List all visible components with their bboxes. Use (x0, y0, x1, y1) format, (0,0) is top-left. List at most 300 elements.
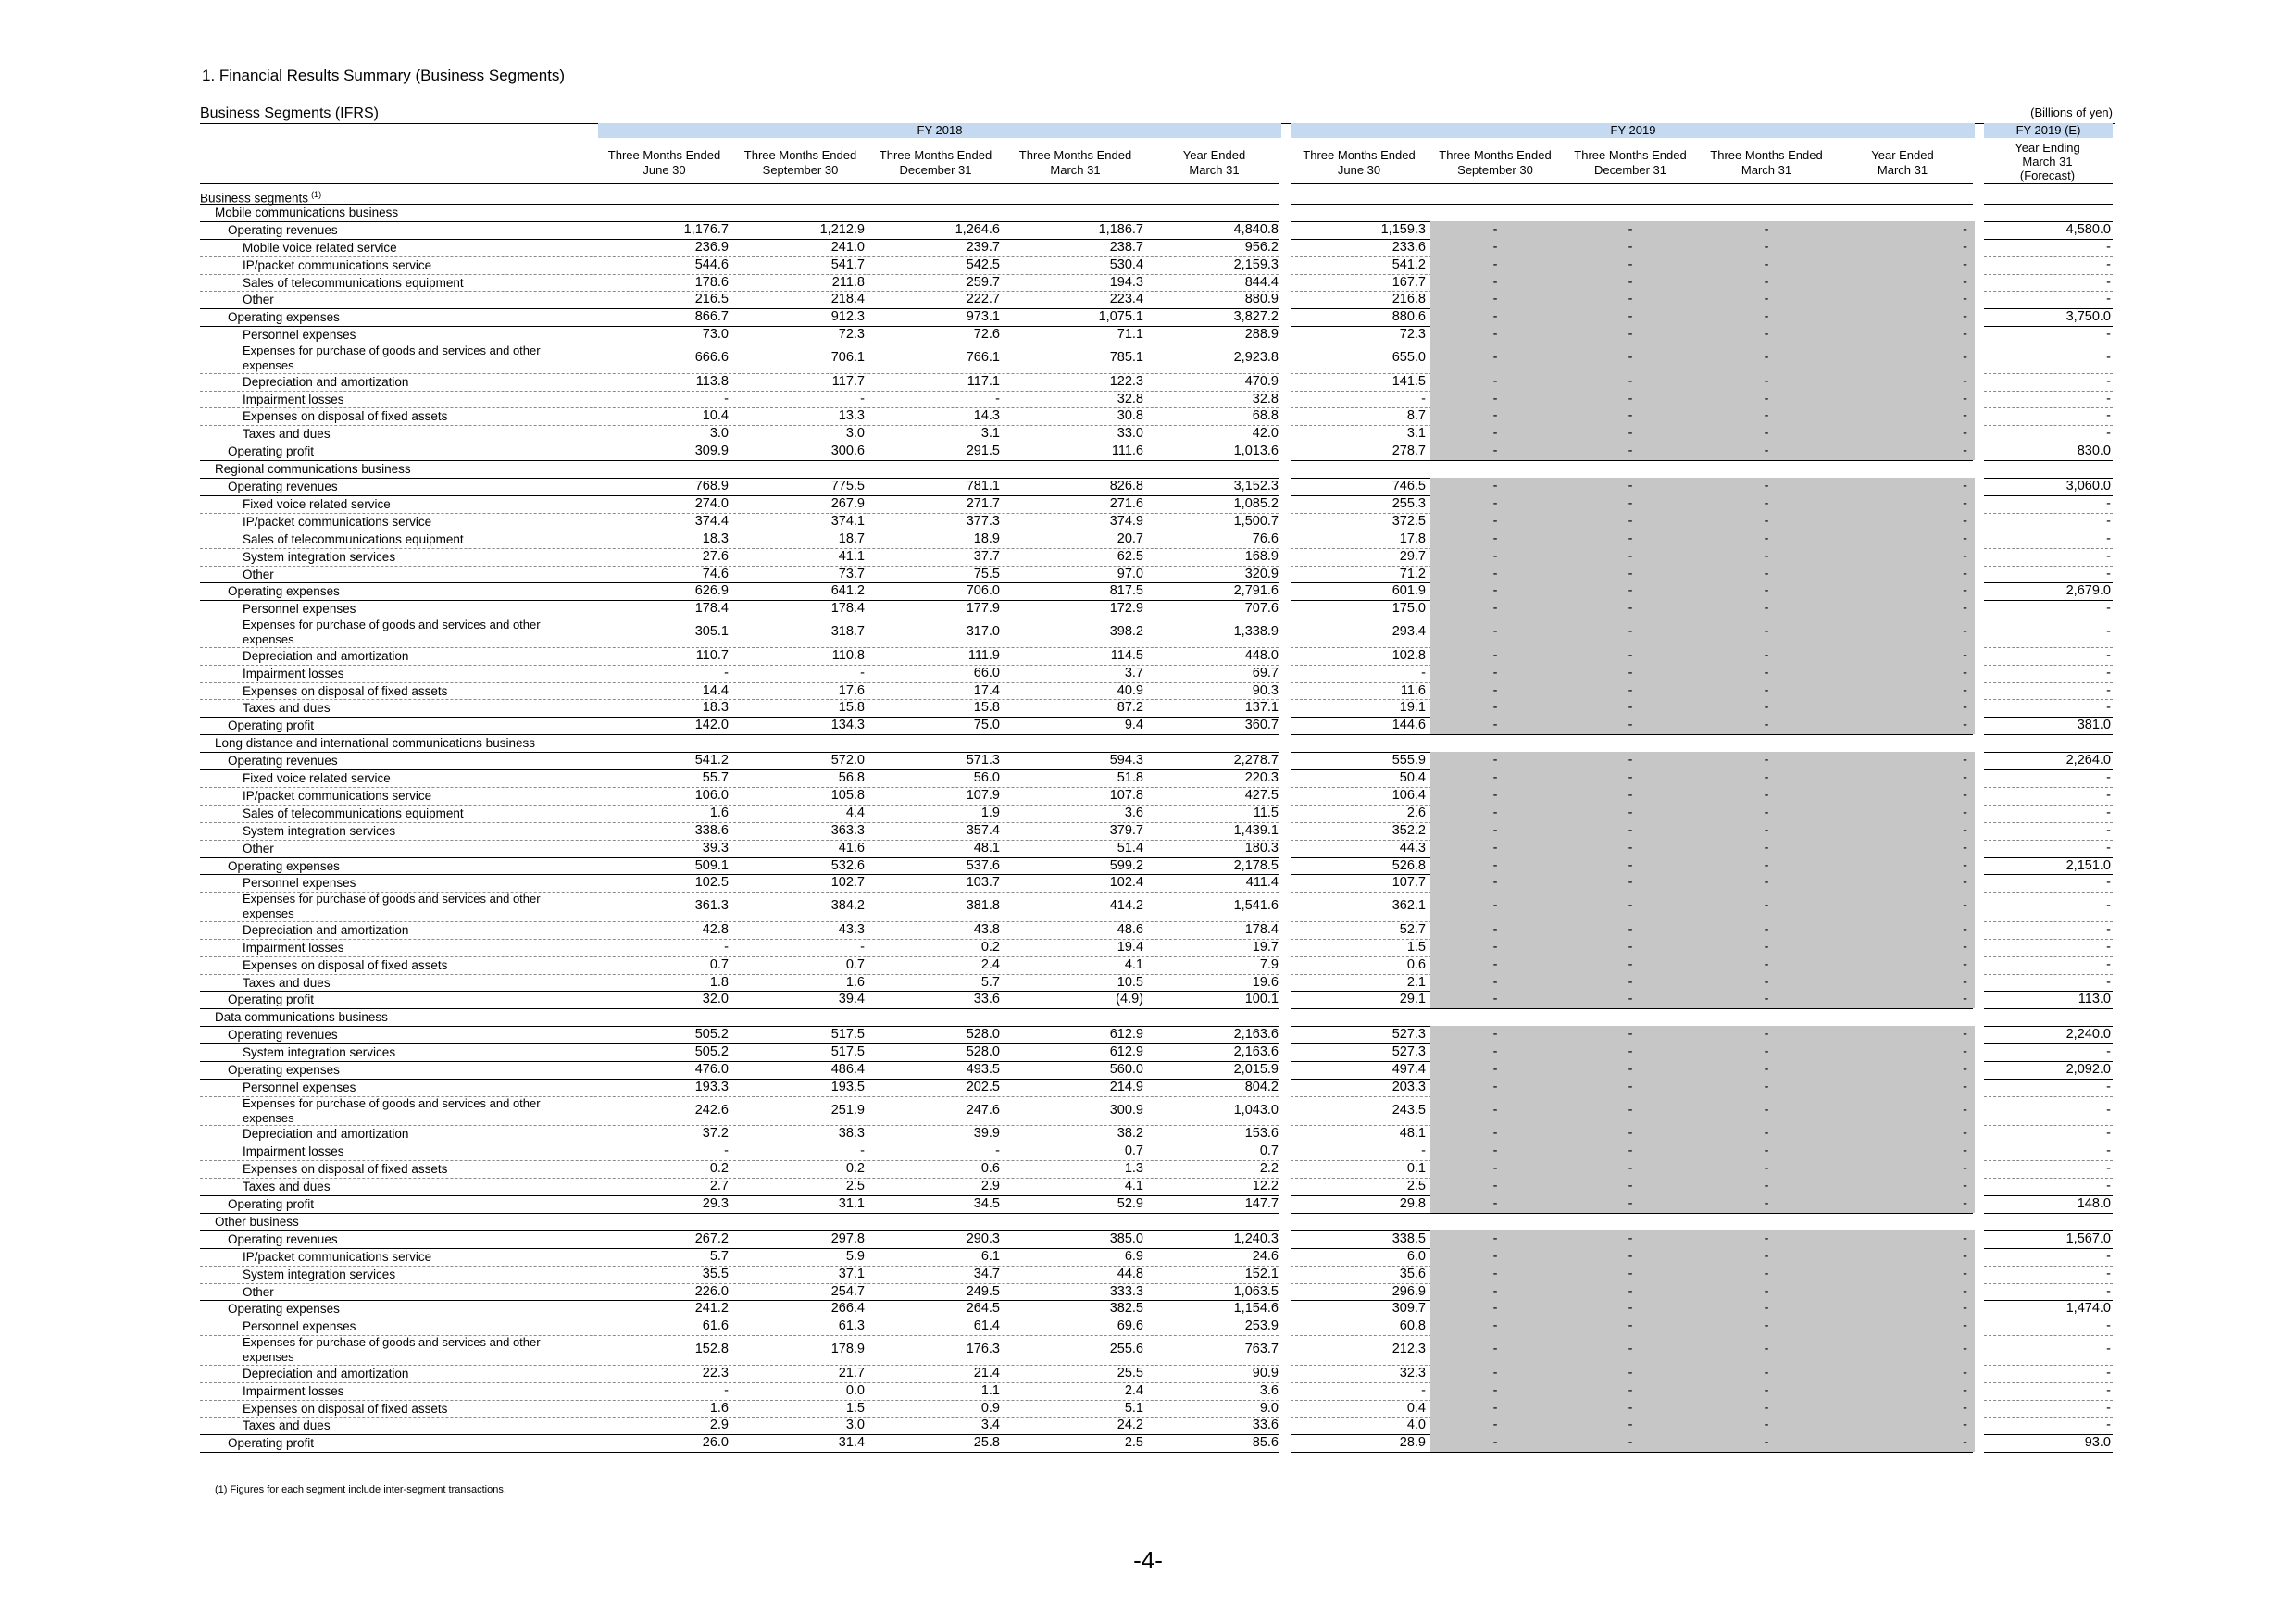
value-cell: - (2106, 898, 2111, 913)
row-label: Operating expenses (228, 1302, 340, 1316)
row-rule (200, 1213, 1279, 1214)
row-rule (1291, 204, 1973, 205)
value-cell: 379.7 (1109, 823, 1143, 838)
value-cell: 113.0 (2078, 992, 2111, 1006)
value-cell: 267.9 (830, 496, 865, 511)
value-cell: - (1764, 1342, 1769, 1356)
value-cell: 768.9 (694, 479, 729, 493)
value-cell: 2,163.6 (1233, 1027, 1279, 1042)
segment-heading: Data communications business (215, 1010, 388, 1024)
value-cell: 24.2 (1117, 1418, 1143, 1432)
value-cell: - (1963, 975, 1967, 990)
value-cell: - (860, 392, 865, 406)
value-cell: 571.3 (966, 753, 1000, 768)
value-cell: - (1963, 392, 1967, 406)
value-cell: - (2106, 922, 2111, 937)
value-cell: 107.7 (1391, 875, 1426, 890)
value-cell: 5.7 (709, 1249, 729, 1264)
value-cell: - (1764, 1044, 1769, 1059)
value-cell: 2.9 (980, 1179, 1000, 1193)
value-cell: 384.2 (830, 898, 865, 913)
row-label: Depreciation and amortization (243, 375, 409, 389)
value-cell: - (1492, 1418, 1498, 1432)
column-header-line: Three Months Ended (743, 148, 857, 162)
value-cell: - (1764, 1196, 1769, 1211)
value-cell: - (1492, 1284, 1498, 1299)
value-cell: - (1764, 940, 1769, 955)
value-cell: 866.7 (694, 309, 729, 324)
column-header-line: September 30 (762, 163, 839, 177)
value-cell: 21.7 (838, 1366, 865, 1380)
value-cell: - (1963, 374, 1967, 389)
value-cell: - (1963, 257, 1967, 272)
value-cell: 493.5 (966, 1062, 1000, 1077)
value-cell: 113.8 (695, 374, 729, 389)
value-cell: 1,154.6 (1233, 1301, 1279, 1316)
value-cell: 74.6 (702, 567, 729, 581)
value-cell: - (1492, 700, 1498, 715)
segments-heading-label: Business segments (200, 191, 309, 206)
page-number: -4- (1133, 1546, 1163, 1574)
row-rule (1291, 1008, 1973, 1009)
value-cell: 176.3 (966, 1342, 1000, 1356)
value-cell: - (1963, 666, 1967, 681)
value-cell: - (1963, 1179, 1967, 1193)
row-rule (1291, 734, 1973, 735)
value-cell: - (1963, 1196, 1967, 1211)
value-cell: - (1764, 841, 1769, 856)
value-cell: 32.8 (1252, 392, 1279, 406)
value-cell: - (1963, 292, 1967, 306)
row-label: System integration services (243, 1268, 396, 1281)
value-cell: 42.8 (702, 922, 729, 937)
value-cell: 102.7 (830, 875, 865, 890)
value-cell: 1.9 (980, 806, 1000, 820)
value-cell: 100.1 (1244, 992, 1279, 1006)
value-cell: - (1492, 443, 1498, 458)
value-cell: - (1764, 1231, 1769, 1246)
value-cell: 2,240.0 (2065, 1027, 2111, 1042)
value-cell: - (1492, 1318, 1498, 1333)
value-cell: 781.1 (966, 479, 1000, 493)
value-cell: 1,264.6 (955, 222, 1000, 237)
value-cell: - (1764, 700, 1769, 715)
value-cell: 3.7 (1124, 666, 1143, 681)
value-cell: 1,063.5 (1233, 1284, 1279, 1299)
value-cell: - (2106, 1103, 2111, 1118)
forecast-header-line: Year Ending (2015, 141, 2080, 155)
value-cell: - (1764, 309, 1769, 324)
value-cell: - (1492, 583, 1498, 598)
value-cell: - (1628, 222, 1633, 237)
value-cell: - (1764, 350, 1769, 365)
value-cell: - (1963, 718, 1967, 732)
value-cell: - (1492, 408, 1498, 423)
row-label: Operating expenses (228, 1063, 340, 1077)
value-cell: - (2106, 823, 2111, 838)
forecast-header-line: (Forecast) (2019, 169, 2076, 182)
column-header-line: March 31 (1050, 163, 1101, 177)
value-cell: 527.3 (1391, 1044, 1426, 1059)
value-cell: 90.9 (1252, 1366, 1279, 1380)
value-cell: 87.2 (1117, 700, 1143, 715)
value-cell: 60.8 (1399, 1318, 1426, 1333)
value-cell: 2.6 (1406, 806, 1426, 820)
value-cell: - (1492, 257, 1498, 272)
value-cell: 1,338.9 (1233, 624, 1279, 639)
row-label: Taxes and dues (243, 701, 331, 715)
value-cell: 266.4 (830, 1301, 865, 1316)
value-cell: 6.1 (980, 1249, 1000, 1264)
value-cell: - (1764, 479, 1769, 493)
value-cell: 4.1 (1124, 957, 1143, 972)
value-cell: 110.8 (831, 648, 865, 663)
value-cell: 1,500.7 (1233, 514, 1279, 529)
value-cell: 106.0 (694, 788, 729, 803)
value-cell: 17.4 (973, 683, 1000, 698)
value-cell: - (2106, 1284, 2111, 1299)
value-cell: - (1963, 1267, 1967, 1281)
row-label: Impairment losses (243, 1144, 344, 1158)
value-cell: - (1963, 1284, 1967, 1299)
value-cell: - (1492, 1080, 1498, 1094)
value-cell: - (1492, 683, 1498, 698)
value-cell: 22.3 (702, 1366, 729, 1380)
value-cell: 7.9 (1259, 957, 1279, 972)
value-cell: 912.3 (830, 309, 865, 324)
value-cell: 1,085.2 (1233, 496, 1279, 511)
value-cell: - (1492, 1062, 1498, 1077)
value-cell: - (2106, 1418, 2111, 1432)
value-cell: - (1492, 350, 1498, 365)
value-cell: - (2106, 275, 2111, 290)
value-cell: 106.4 (1391, 788, 1426, 803)
segment-heading: Other business (215, 1215, 299, 1229)
value-cell: 785.1 (1109, 350, 1143, 365)
value-cell: - (1963, 222, 1967, 237)
value-cell: 21.4 (973, 1366, 1000, 1380)
value-cell: - (2106, 1044, 2111, 1059)
value-cell: 103.7 (966, 875, 1000, 890)
value-cell: 5.9 (845, 1249, 865, 1264)
value-cell: - (1628, 1318, 1633, 1333)
value-cell: 2,278.7 (1233, 753, 1279, 768)
value-cell: 766.1 (966, 350, 1000, 365)
value-cell: 37.1 (838, 1267, 865, 1281)
value-cell: - (1492, 1342, 1498, 1356)
value-cell: - (1764, 292, 1769, 306)
value-cell: - (2106, 549, 2111, 564)
value-cell: 2.4 (980, 957, 1000, 972)
value-cell: 194.3 (1109, 275, 1143, 290)
value-cell: 1,240.3 (1233, 1231, 1279, 1246)
value-cell: - (1963, 1249, 1967, 1264)
value-cell: 1,043.0 (1233, 1103, 1279, 1118)
value-cell: 241.2 (694, 1301, 729, 1316)
value-cell: - (1963, 583, 1967, 598)
row-label: Sales of telecommunications equipment (243, 806, 464, 820)
value-cell: - (1492, 1126, 1498, 1141)
value-cell: 338.6 (694, 823, 729, 838)
value-cell: - (1963, 875, 1967, 890)
row-label: Impairment losses (243, 393, 344, 406)
value-cell: 48.1 (1399, 1126, 1426, 1141)
row-label: Expenses for purchase of goods and services and other expenses (243, 1335, 541, 1364)
value-cell: - (1492, 806, 1498, 820)
value-cell: - (1963, 1231, 1967, 1246)
value-cell: - (1764, 240, 1769, 255)
value-cell: - (2106, 292, 2111, 306)
value-cell: 2,159.3 (1233, 257, 1279, 272)
value-cell: - (1628, 770, 1633, 785)
value-cell: 27.6 (702, 549, 729, 564)
value-cell: - (1764, 788, 1769, 803)
value-cell: 601.9 (1391, 583, 1426, 598)
value-cell: 3,750.0 (2065, 309, 2111, 324)
value-cell: 110.7 (695, 648, 729, 663)
value-cell: 48.6 (1117, 922, 1143, 937)
value-cell: - (1764, 443, 1769, 458)
value-cell: - (1421, 392, 1426, 406)
value-cell: - (1628, 898, 1633, 913)
value-cell: - (1764, 426, 1769, 441)
value-cell: 33.6 (1252, 1418, 1279, 1432)
page-title: 1. Financial Results Summary (Business Segments) (202, 67, 566, 84)
value-cell: - (1628, 1143, 1633, 1158)
value-cell: - (1492, 940, 1498, 955)
value-cell: 0.7 (1124, 1143, 1143, 1158)
value-cell: 19.1 (1399, 700, 1426, 715)
value-cell: - (1963, 898, 1967, 913)
value-cell: 56.0 (973, 770, 1000, 785)
value-cell: - (1764, 1126, 1769, 1141)
value-cell: - (1963, 648, 1967, 663)
value-cell: - (1764, 1179, 1769, 1193)
value-cell: - (1764, 257, 1769, 272)
value-cell: - (2106, 1342, 2111, 1356)
value-cell: - (1963, 1062, 1967, 1077)
value-cell: 11.5 (1253, 806, 1279, 820)
value-cell: 4.1 (1124, 1179, 1143, 1193)
value-cell: - (1963, 327, 1967, 342)
value-cell: - (724, 666, 729, 681)
value-cell: - (1492, 1383, 1498, 1398)
value-cell: 3.1 (980, 426, 1000, 441)
value-cell: 360.7 (1244, 718, 1279, 732)
column-header-line: December 31 (1593, 163, 1667, 177)
value-cell: - (1764, 1366, 1769, 1380)
row-label: Personnel expenses (243, 1319, 356, 1333)
value-cell: - (1764, 823, 1769, 838)
value-cell: 26.0 (702, 1435, 729, 1450)
value-cell: - (1764, 549, 1769, 564)
value-cell: - (1492, 718, 1498, 732)
value-cell: 626.9 (694, 583, 729, 598)
value-cell: - (1628, 1383, 1633, 1398)
value-cell: 141.5 (1391, 374, 1426, 389)
value-cell: - (1492, 823, 1498, 838)
row-label: IP/packet communications service (243, 789, 432, 803)
value-cell: - (1628, 327, 1633, 342)
value-cell: 137.1 (1244, 700, 1279, 715)
value-cell: 38.3 (838, 1126, 865, 1141)
value-cell: - (1628, 624, 1633, 639)
value-cell: - (1628, 858, 1633, 873)
value-cell: - (1628, 823, 1633, 838)
value-cell: 55.7 (702, 770, 729, 785)
value-cell: 880.6 (1391, 309, 1426, 324)
row-label: Personnel expenses (243, 876, 356, 890)
value-cell: - (1628, 1179, 1633, 1193)
row-label: Operating expenses (228, 859, 340, 873)
value-cell: 152.1 (1244, 1267, 1279, 1281)
value-cell: 178.4 (1244, 922, 1279, 937)
value-cell: - (1628, 374, 1633, 389)
value-cell: - (1764, 496, 1769, 511)
row-label: Fixed voice related service (243, 497, 391, 511)
value-cell: - (2106, 624, 2111, 639)
row-rule (1984, 1096, 2113, 1097)
row-label: Expenses for purchase of goods and services and other expenses (243, 892, 541, 920)
row-label: Expenses for purchase of goods and services and other expenses (243, 618, 541, 646)
column-header-line: March 31 (1189, 163, 1240, 177)
value-cell: 288.9 (1244, 327, 1279, 342)
value-cell: 28.9 (1399, 1435, 1426, 1450)
value-cell: 300.6 (830, 443, 865, 458)
value-cell: 144.6 (1391, 718, 1426, 732)
value-cell: - (1764, 531, 1769, 546)
value-cell: 33.0 (1117, 426, 1143, 441)
value-cell: 0.2 (980, 940, 1000, 955)
value-cell: 18.3 (702, 531, 729, 546)
row-label: Personnel expenses (243, 1081, 356, 1094)
value-cell: - (1764, 222, 1769, 237)
value-cell: 134.3 (830, 718, 865, 732)
value-cell: 381.0 (2077, 718, 2111, 732)
value-cell: 105.8 (830, 788, 865, 803)
value-cell: 254.7 (830, 1284, 865, 1299)
units-note: (Billions of yen) (2030, 106, 2113, 119)
value-cell: - (1963, 350, 1967, 365)
value-cell: 541.2 (1391, 257, 1426, 272)
value-cell: 5.1 (1124, 1401, 1143, 1416)
column-header-line: Three Months Ended (1574, 148, 1687, 162)
value-cell: 239.7 (966, 240, 1000, 255)
value-cell: 41.1 (838, 549, 865, 564)
row-label: Expenses on disposal of fixed assets (243, 409, 448, 423)
value-cell: - (1492, 875, 1498, 890)
value-cell: 271.7 (966, 496, 1000, 511)
value-cell: 48.1 (973, 841, 1000, 856)
row-rule (1291, 460, 1973, 461)
row-label: Sales of telecommunications equipment (243, 276, 464, 290)
value-cell: 2,679.0 (2065, 583, 2111, 598)
value-cell: 381.8 (966, 898, 1000, 913)
value-cell: - (1492, 770, 1498, 785)
value-cell: 148.0 (2077, 1196, 2111, 1211)
value-cell: 612.9 (1109, 1027, 1143, 1042)
value-cell: - (1628, 309, 1633, 324)
value-cell: 226.0 (694, 1284, 729, 1299)
value-cell: 35.6 (1399, 1267, 1426, 1281)
value-cell: - (1764, 648, 1769, 663)
value-cell: 3.1 (1406, 426, 1426, 441)
row-label: Operating profit (228, 718, 315, 732)
value-cell: - (2106, 257, 2111, 272)
value-cell: 2,163.6 (1233, 1044, 1279, 1059)
value-cell: 505.2 (694, 1027, 729, 1042)
value-cell: - (995, 1143, 1000, 1158)
value-cell: - (1764, 601, 1769, 616)
value-cell: - (1492, 567, 1498, 581)
value-cell: 15.8 (973, 700, 1000, 715)
value-cell: 111.6 (1111, 443, 1143, 458)
value-cell: 844.4 (1244, 275, 1279, 290)
value-cell: - (1628, 975, 1633, 990)
value-cell: - (1963, 1301, 1967, 1316)
value-cell: 0.7 (709, 957, 729, 972)
value-cell: - (1764, 392, 1769, 406)
value-cell: 0.0 (845, 1383, 865, 1398)
value-cell: - (2106, 496, 2111, 511)
value-cell: - (1764, 975, 1769, 990)
value-cell: 39.9 (973, 1126, 1000, 1141)
value-cell: 398.2 (1109, 624, 1143, 639)
row-rule (1984, 734, 2113, 735)
value-cell: 352.2 (1391, 823, 1426, 838)
value-cell: 333.3 (1109, 1284, 1143, 1299)
value-cell: - (1764, 514, 1769, 529)
value-cell: 775.5 (830, 479, 865, 493)
row-label: Impairment losses (243, 667, 344, 681)
value-cell: 31.4 (838, 1435, 865, 1450)
value-cell: 707.6 (1244, 601, 1279, 616)
value-cell: - (1628, 549, 1633, 564)
value-cell: - (1628, 583, 1633, 598)
value-cell: - (1492, 1267, 1498, 1281)
value-cell: - (995, 392, 1000, 406)
value-cell: 804.2 (1244, 1080, 1279, 1094)
value-cell: 25.8 (973, 1435, 1000, 1450)
column-header-line: September 30 (1457, 163, 1533, 177)
value-cell: 763.7 (1244, 1342, 1279, 1356)
value-cell: - (1963, 567, 1967, 581)
value-cell: - (2106, 1267, 2111, 1281)
value-cell: - (1764, 1143, 1769, 1158)
value-cell: 180.3 (1244, 841, 1279, 856)
value-cell: 10.5 (1117, 975, 1143, 990)
value-cell: 24.6 (1252, 1249, 1279, 1264)
value-cell: 3,152.3 (1233, 479, 1279, 493)
value-cell: - (860, 1143, 865, 1158)
value-cell: 318.7 (830, 624, 865, 639)
row-rule (1984, 1213, 2113, 1214)
value-cell: 114.5 (1110, 648, 1143, 663)
value-cell: 62.5 (1117, 549, 1143, 564)
value-cell: 1,013.6 (1233, 443, 1279, 458)
value-cell: - (1963, 1366, 1967, 1380)
value-cell: 411.4 (1245, 875, 1279, 890)
value-cell: - (1764, 1318, 1769, 1333)
value-cell: 0.2 (845, 1161, 865, 1176)
value-cell: - (1963, 408, 1967, 423)
value-cell: 362.1 (1391, 898, 1426, 913)
row-rule (1984, 1335, 2113, 1336)
row-label: IP/packet communications service (243, 258, 432, 272)
row-label: Fixed voice related service (243, 771, 391, 785)
value-cell: - (1628, 666, 1633, 681)
value-cell: 0.7 (1259, 1143, 1279, 1158)
